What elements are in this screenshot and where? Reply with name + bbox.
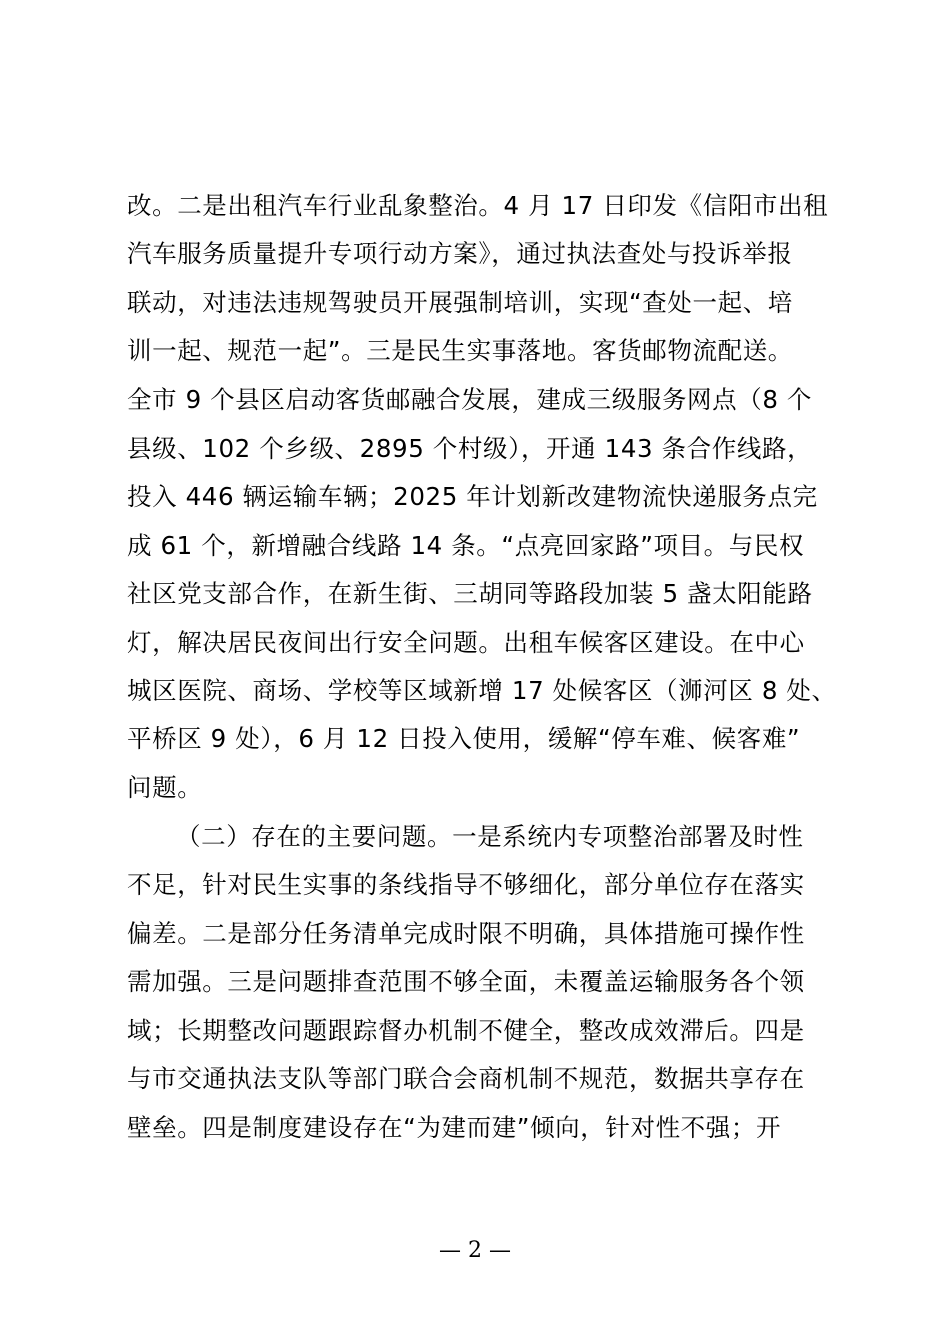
text-line-1: 改。二是出租汽车行业乱象整治。4 月 17 日印发《信阳市出租 bbox=[127, 191, 829, 220]
text-line-15: 不足，针对民生实事的条线指导不够细化，部分单位存在落实 bbox=[127, 870, 805, 899]
text-line-6: 县级、102 个乡级、2895 个村级），开通 143 条合作线路， bbox=[127, 434, 813, 463]
text-line-18: 域；长期整改问题跟踪督办机制不健全，整改成效滞后。四是 bbox=[127, 1016, 805, 1045]
text-line-4: 训一起、规范一起”。三是民生实事落地。客货邮物流配送。 bbox=[127, 336, 793, 365]
section-heading-line: （二）存在的主要问题。一是系统内专项整治部署及时性 bbox=[176, 822, 804, 851]
text-line-9: 社区党支部合作，在新生街、三胡同等路段加装 5 盏太阳能路 bbox=[127, 579, 813, 608]
text-line-17: 需加强。三是问题排查范围不够全面，未覆盖运输服务各个领 bbox=[127, 967, 805, 996]
text-line-13: 问题。 bbox=[127, 773, 203, 802]
page-number: — 2 — bbox=[439, 1238, 511, 1263]
text-line-3: 联动，对违法违规驾驶员开展强制培训，实现“查处一起、培 bbox=[127, 288, 793, 317]
text-line-8: 成 61 个，新增融合线路 14 条。“点亮回家路”项目。与民权 bbox=[127, 531, 805, 560]
text-line-19: 与市交通执法支队等部门联合会商机制不规范，数据共享存在 bbox=[127, 1064, 805, 1093]
text-line-2: 汽车服务质量提升专项行动方案》，通过执法查处与投诉举报 bbox=[127, 239, 793, 268]
text-line-20: 壁垒。四是制度建设存在“为建而建”倾向，针对性不强；开 bbox=[127, 1113, 782, 1142]
text-line-11: 城区医院、商场、学校等区域新增 17 处候客区（浉河区 8 处、 bbox=[127, 676, 837, 705]
text-line-7: 投入 446 辆运输车辆；2025 年计划新改建物流快递服务点完 bbox=[127, 482, 818, 511]
text-line-16: 偏差。二是部分任务清单完成时限不明确，具体措施可操作性 bbox=[127, 919, 805, 948]
text-line-12: 平桥区 9 处），6 月 12 日投入使用，缓解“停车难、候客难” bbox=[127, 724, 801, 753]
text-line-10: 灯，解决居民夜间出行安全问题。出租车候客区建设。在中心 bbox=[127, 628, 805, 657]
text-line-5: 全市 9 个县区启动客货邮融合发展，建成三级服务网点（8 个 bbox=[127, 385, 813, 414]
